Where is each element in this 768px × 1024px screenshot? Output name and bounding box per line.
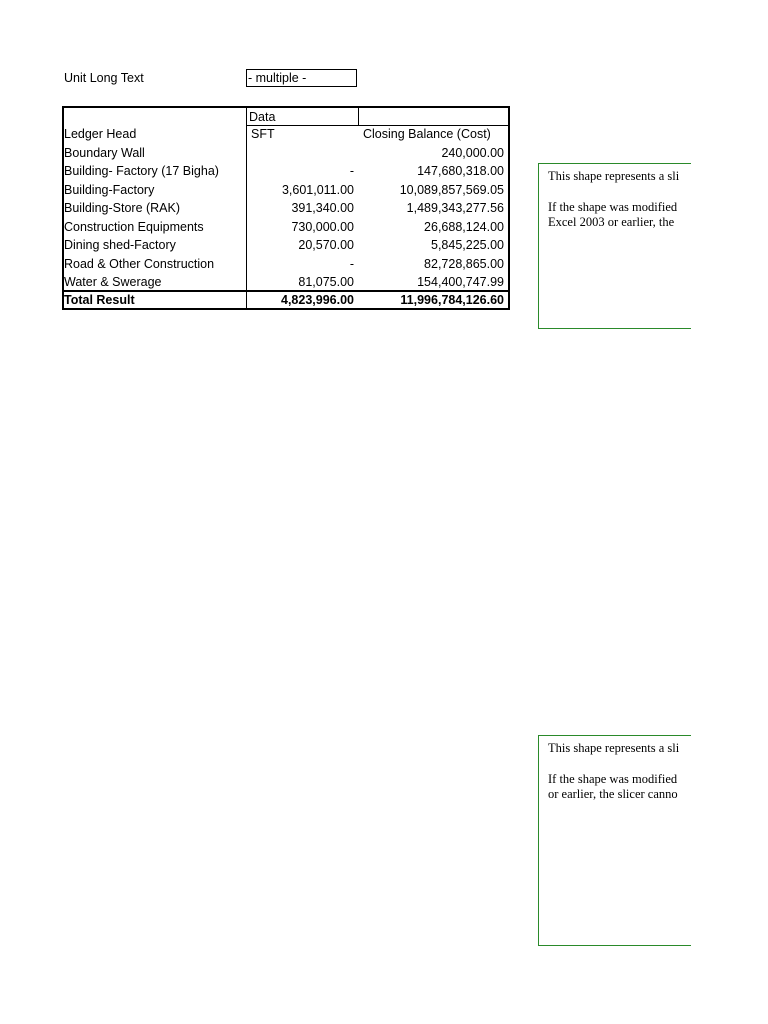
data-header-row <box>64 108 508 126</box>
table-row <box>64 162 508 180</box>
table-row <box>64 218 508 236</box>
sft-cell: 391,340.00 <box>291 201 354 215</box>
sft-cell: 730,000.00 <box>291 220 354 234</box>
closing-balance-cell: 82,728,865.00 <box>424 257 504 271</box>
closing-balance-cell: 26,688,124.00 <box>424 220 504 234</box>
total-sft: 4,823,996.00 <box>281 293 354 307</box>
filter-label: Unit Long Text <box>64 71 144 85</box>
sft-cell: 81,075.00 <box>298 275 354 289</box>
slicer-placeholder-shape[interactable] <box>538 163 691 329</box>
sft-cell <box>248 144 354 162</box>
ledger-head-cell: Building-Store (RAK) <box>64 201 181 215</box>
slicer-placeholder-shape[interactable] <box>538 735 691 946</box>
closing-balance-cell: 1,489,343,277.56 <box>406 201 504 215</box>
ledger-head-cell: Building-Factory <box>64 183 155 197</box>
total-label: Total Result <box>64 293 135 307</box>
closing-balance-cell: 147,680,318.00 <box>417 164 504 178</box>
pivot-table <box>62 106 510 310</box>
sft-cell: 3,601,011.00 <box>281 183 354 197</box>
total-row <box>64 291 508 309</box>
total-closing-balance: 11,996,784,126.60 <box>400 293 504 307</box>
col-header-closing-balance: Closing Balance (Cost) <box>363 127 491 141</box>
closing-balance-cell: 154,400,747.99 <box>417 275 504 289</box>
ledger-head-cell: Road & Other Construction <box>64 257 215 271</box>
column-header-row <box>64 125 508 143</box>
slicer-text-line: If the shape was modified <box>548 772 678 786</box>
col-header-sft: SFT <box>251 127 275 141</box>
table-row <box>64 199 508 217</box>
sft-cell: - <box>349 257 354 271</box>
slicer-text-line: Excel 2003 or earlier, the <box>548 215 675 229</box>
data-header: Data <box>249 110 276 124</box>
table-row <box>64 255 508 273</box>
sft-cell: 20,570.00 <box>298 238 354 252</box>
table-row <box>64 144 508 162</box>
closing-balance-cell: 240,000.00 <box>441 146 504 160</box>
closing-balance-cell: 5,845,225.00 <box>431 238 504 252</box>
sft-cell: - <box>349 164 354 178</box>
slicer-text-line: This shape represents a sli <box>548 741 680 755</box>
ledger-head-cell: Boundary Wall <box>64 146 145 160</box>
closing-balance-cell: 10,089,857,569.05 <box>399 183 504 197</box>
ledger-head-cell: Building- Factory (17 Bigha) <box>64 164 219 178</box>
table-row <box>64 236 508 254</box>
slicer-text-line: or earlier, the slicer canno <box>548 787 678 801</box>
col-header-ledger-head: Ledger Head <box>64 127 137 141</box>
ledger-head-cell: Water & Swerage <box>64 275 162 289</box>
slicer-text-line: This shape represents a sli <box>548 169 680 183</box>
table-row <box>64 273 508 291</box>
slicer-text-line: If the shape was modified <box>548 200 678 214</box>
table-row <box>64 181 508 199</box>
filter-value-dropdown[interactable]: - multiple - <box>246 69 357 87</box>
ledger-head-cell: Construction Equipments <box>64 220 204 234</box>
ledger-head-cell: Dining shed-Factory <box>64 238 176 252</box>
